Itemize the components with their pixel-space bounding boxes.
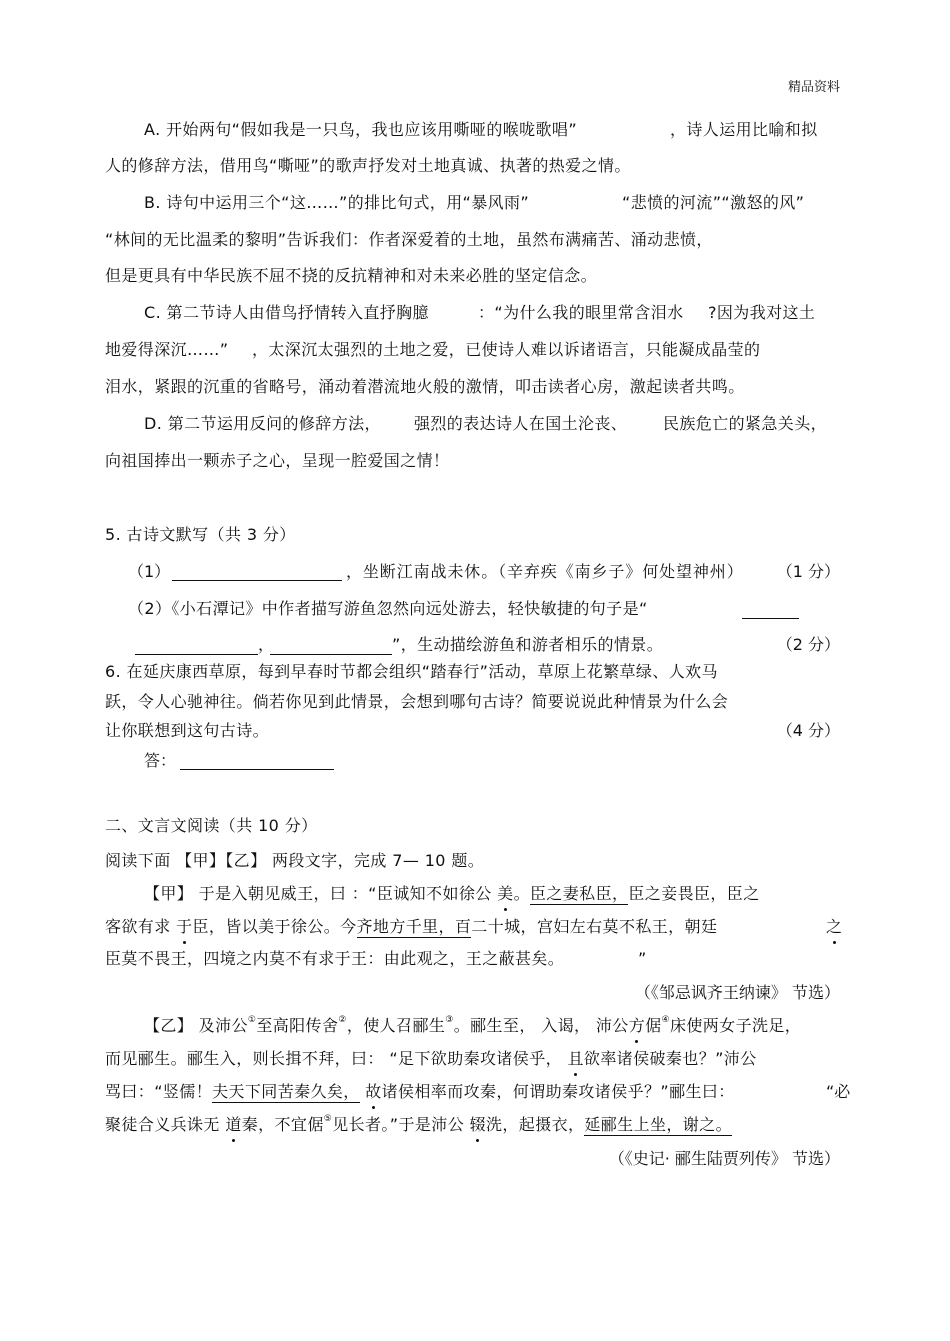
q6-line-2: 跃，令人心驰神往。倘若你见到此情景，会想到哪句古诗？简要说说此种情景为什么会 bbox=[105, 692, 729, 711]
option-c-line-1a: C. 第二节诗人由借鸟抒情转入直抒胸臆 bbox=[144, 303, 429, 322]
q5-p1-score: （1 分） bbox=[776, 562, 840, 581]
yi-line-4 bbox=[105, 1115, 732, 1135]
yi-line-4-b: 秦，不宜倨 bbox=[241, 1115, 324, 1134]
yi-line-1-b: 至高阳传舍 bbox=[256, 1016, 339, 1035]
option-c-line-2a: 地爱得深沉……” bbox=[105, 340, 229, 359]
footnote-marker-1: ① bbox=[247, 1015, 257, 1025]
option-c-line-3: 泪水，紧跟的沉重的省略号，涌动着潜流地火般的激情，叩击读者心房，激起读者共鸣。 bbox=[105, 377, 745, 396]
yi-underlined-sentence-2: 延郦生上坐，谢之。 bbox=[584, 1115, 733, 1134]
jia-line-2-a: 客欲有求 bbox=[105, 917, 171, 936]
q6-answer-blank[interactable] bbox=[180, 769, 334, 770]
yi-line-1-c: ，使人召郦生 bbox=[346, 1016, 446, 1035]
footnote-marker-4: ④ bbox=[661, 1015, 670, 1025]
footnote-marker-3: ③ bbox=[445, 1015, 454, 1025]
option-d-line-1a: D. 第二节运用反问的修辞方法， bbox=[144, 414, 381, 433]
option-c-line-2b: ，太深沉太强烈的土地之爱，已使诗人难以诉诸语言，只能凝成晶莹的 bbox=[252, 340, 761, 359]
q5-p1-text: ，坐断江南战未休。（辛弃疾《南乡子》何处望神州） bbox=[346, 562, 744, 581]
footnote-marker-2: ② bbox=[338, 1015, 347, 1025]
yi-line-3 bbox=[105, 1082, 735, 1102]
q5-p2-answer-blank-3[interactable] bbox=[270, 654, 392, 655]
yi-line-1 bbox=[144, 1016, 801, 1036]
yi-source: （《史记· 郦生陆贾列传》 节选） bbox=[608, 1149, 840, 1168]
yi-line-1-e: 床使两女子洗足， bbox=[669, 1016, 802, 1035]
q6-line-3: 让你联想到这句古诗。 bbox=[105, 721, 270, 740]
page-header-label: 精品资料 bbox=[787, 80, 840, 95]
yi-line-1-ju: 倨 bbox=[645, 1016, 662, 1035]
section-2-title: 二、文言文阅读（共 10 分） bbox=[105, 816, 318, 835]
option-a-text-1: A. 开始两句“假如我是一只鸟，我也应该用嘶哑的喉咙歌唱” bbox=[144, 120, 578, 139]
yi-line-4-d: 洗，起摄衣， bbox=[486, 1115, 585, 1134]
option-d-line-1c: 民族危亡的紧急关头， bbox=[663, 414, 828, 433]
yi-line-4-a: 聚徒合义兵诛无 bbox=[105, 1115, 220, 1134]
option-a-line-2: 人的修辞方法，借用鸟“嘶哑”的歌声抒发对土地真诚、执著的热爱之情。 bbox=[105, 156, 631, 175]
option-c-line-1c: ?因为我对这土 bbox=[708, 303, 816, 322]
option-b-line-3: 但是更具有中华民族不屈不挠的反抗精神和对未来必胜的坚定信念。 bbox=[105, 266, 598, 285]
yi-keyword-qie: 且 bbox=[567, 1049, 584, 1068]
q5-p2-answer-blank-2[interactable] bbox=[135, 654, 258, 655]
yi-line-3-b: 诸侯相率而攻秦，何谓助秦攻诸侯乎？”郦生曰： bbox=[381, 1082, 735, 1101]
jia-line-1-b: 。 bbox=[513, 884, 530, 903]
q6-score: （4 分） bbox=[776, 721, 840, 740]
jia-line-1 bbox=[144, 884, 760, 904]
option-d-line-1b: 强烈的表达诗人在国土沦丧、 bbox=[414, 414, 628, 433]
footnote-marker-5: ⑤ bbox=[323, 1114, 333, 1124]
q5-p1-number: （1） bbox=[128, 562, 171, 581]
yi-line-2-a: 而见郦生。郦生入，则长揖不拜，曰： bbox=[105, 1049, 384, 1068]
yi-line-3-a: 骂曰：“竖儒！ bbox=[105, 1082, 213, 1101]
q5-p2-line-1: （2）《小石潭记》中作者描写游鱼忽然向远处游去，轻快敏捷的句子是“ bbox=[128, 599, 648, 618]
option-b-line-1b: “悲愤的河流”“激怒的风” bbox=[622, 193, 805, 212]
jia-keyword-zhi: 之 bbox=[826, 917, 843, 936]
q5-p2-answer-blank-1[interactable] bbox=[742, 618, 799, 619]
yi-line-4-c: 见长者。”于是沛公 bbox=[332, 1115, 465, 1134]
option-a-line-1 bbox=[144, 120, 577, 140]
q6-answer-label: 答： bbox=[144, 751, 177, 770]
yi-line-1-a: 【乙】 及沛公 bbox=[144, 1016, 248, 1035]
option-d-line-2: 向祖国捧出一颗赤子之心，呈现一腔爱国之情！ bbox=[105, 451, 450, 470]
jia-line-3-end: ” bbox=[638, 949, 647, 968]
jia-line-2 bbox=[105, 917, 717, 937]
jia-line-1-c: 臣之妾畏臣，臣之 bbox=[628, 884, 760, 903]
jia-line-2-b: 臣，皆以美于徐公。今 bbox=[192, 917, 357, 936]
q5-p2-comma: ， bbox=[258, 635, 275, 654]
option-b-line-2: “林间的无比温柔的黎明”告诉我们：作者深爱着的土地，虽然布满痛苦、涌动悲愤， bbox=[105, 230, 713, 249]
yi-keyword-gu: 故 bbox=[365, 1082, 382, 1101]
yi-underlined-sentence-1: 夫天下同苦秦久矣， bbox=[212, 1082, 360, 1101]
q5-title: 5. 古诗文默写（共 3 分） bbox=[105, 525, 296, 544]
jia-keyword-yu: 于 bbox=[176, 917, 193, 936]
q5-p2-score: （2 分） bbox=[776, 635, 840, 654]
yi-line-2-c: 欲率诸侯破秦也？”沛公 bbox=[583, 1049, 757, 1068]
q5-p1-answer-blank[interactable] bbox=[172, 580, 342, 581]
jia-underlined-sentence-1: 臣之妻私臣， bbox=[529, 884, 629, 903]
yi-line-2-b: “足下欲助秦攻诸侯乎， bbox=[389, 1049, 563, 1068]
jia-underlined-sentence-2: 齐地方千里，百 bbox=[356, 917, 472, 936]
yi-keyword-dao: 道 bbox=[225, 1115, 242, 1134]
option-a-text-1b: ，诗人运用比喻和拟 bbox=[670, 120, 818, 139]
yi-line-3-c: “必 bbox=[826, 1082, 851, 1101]
q5-p2-line-2: ”，生动描绘游鱼和游者相乐的情景。 bbox=[392, 635, 664, 654]
jia-line-3: 臣莫不畏王，四境之内莫不有求于王：由此观之，王之蔽甚矣。 bbox=[105, 949, 565, 968]
jia-line-1-a: 【甲】 于是入朝见威王，曰 ：“臣诚知不如徐公 bbox=[144, 884, 492, 903]
yi-line-1-d: 。郦生至， 入谒， 沛公 bbox=[453, 1016, 629, 1035]
yi-line-2 bbox=[105, 1049, 757, 1069]
yi-keyword-fang: 方 bbox=[628, 1016, 646, 1035]
jia-keyword-mei: 美 bbox=[497, 884, 514, 903]
option-b-line-1a: B. 诗句中运用三个“这……”的排比句式，用“暴风雨” bbox=[144, 193, 530, 212]
yi-keyword-chuo: 辍 bbox=[469, 1115, 486, 1134]
q6-line-1: 6. 在延庆康西草原，每到早春时节都会组织“踏春行”活动，草原上花繁草绿、人欢马 bbox=[105, 662, 718, 681]
jia-source: （《邹忌讽齐王纳谏》 节选） bbox=[634, 983, 840, 1002]
section-2-instruction: 阅读下面 【甲】【乙】 两段文字，完成 7— 10 题。 bbox=[105, 851, 485, 870]
option-c-line-1b: ：“为什么我的眼里常含泪水 bbox=[478, 303, 684, 322]
jia-line-2-c: 二十城，宫妇左右莫不私王，朝廷 bbox=[471, 917, 718, 936]
